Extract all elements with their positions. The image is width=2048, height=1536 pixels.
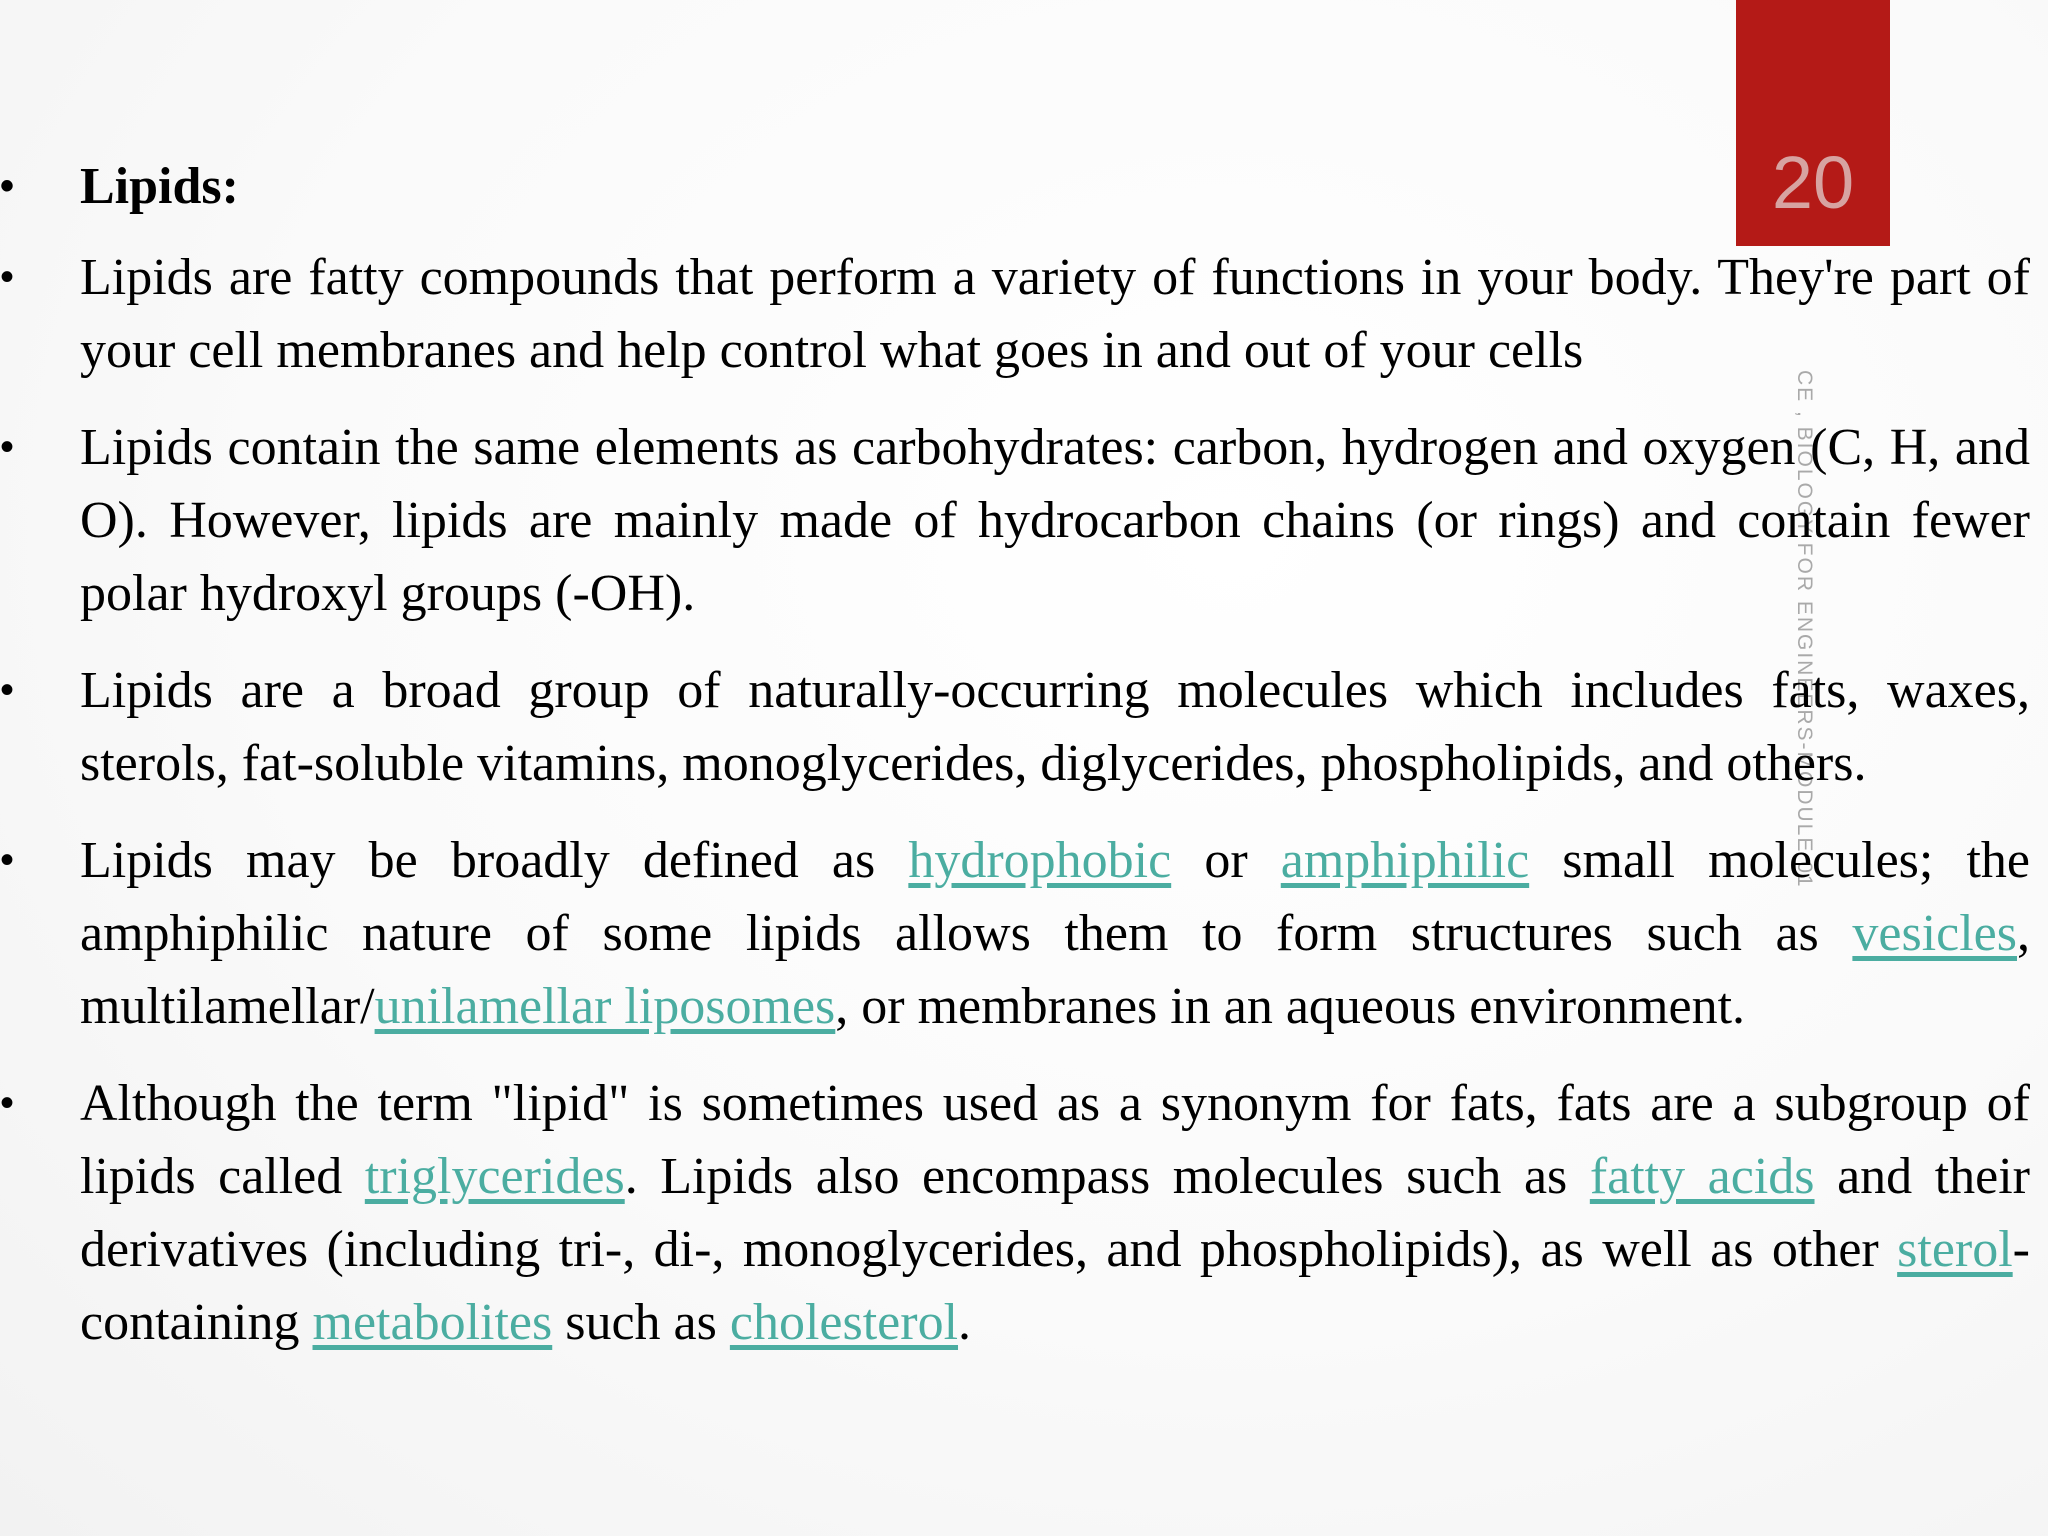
bullet-item [0,1067,2030,1359]
bullet-list [0,150,2030,1383]
bullet-text: , multilamellar/ [80,905,2030,1035]
link-unilamellar-liposomes[interactable]: unilamellar liposomes [374,978,836,1035]
bullet-icon: • [0,838,15,882]
bullet-icon: • [0,668,15,712]
bullet-text: -containing [80,1221,2030,1351]
bullet-icon: • [0,255,15,299]
bullet-text: Lipids are fatty compounds that perform a variety of functions in your body. They're part of your cell membranes and help control what goes in and out of your cells [80,249,2030,379]
link-cholesterol[interactable]: cholesterol [729,1294,959,1351]
bullet-text: . Lipids also encompass molecules such as [624,1148,1590,1205]
bullet-text: or [1171,832,1281,889]
vertical-course-label: CE , BIOLOGY FOR ENGINEERS-MODULE 01 [1793,370,1816,889]
bullet-text: such as [552,1294,730,1351]
page-number: 20 [1771,141,1855,224]
bullet-heading [0,150,2030,223]
bullet-text: Lipids are a broad group of naturally-occurring molecules which includes fats, waxes, sterols, fat-soluble vitamins, monoglycerides, diglycerides, phospholipids, and others. [80,662,2030,792]
link-fatty-acids[interactable]: fatty acids [1589,1148,1815,1205]
bullet-icon: • [0,164,15,208]
bullet-item [0,654,2030,800]
bullet-item [0,411,2030,630]
bullet-text: Lipids may be broadly defined as [80,832,909,889]
bullet-text: and their derivatives (including tri-, di-, monoglycerides, and phospholipids), as well as other [80,1148,2030,1278]
bullet-text: . [958,1294,972,1351]
bullet-item [0,824,2030,1043]
bullet-item [0,241,2030,387]
link-vesicles[interactable]: vesicles [1852,905,2017,962]
bullet-icon: • [0,425,15,469]
bullet-icon: • [0,1081,15,1125]
link-metabolites[interactable]: metabolites [312,1294,553,1351]
link-hydrophobic[interactable]: hydrophobic [908,832,1172,889]
bullet-text: small molecules; the amphiphilic nature of some lipids allows them to form structures such as [80,832,2030,962]
bullet-text: , or membranes in an aqueous environment. [835,978,1746,1035]
bullet-text: Lipids contain the same elements as carbohydrates: carbon, hydrogen and oxygen (C, H, and O). However, lipids are mainly made of hydrocarbon chains (or rings) and contain fewer polar hydroxyl groups (-OH). [80,419,2030,622]
link-triglycerides[interactable]: triglycerides [364,1148,625,1205]
link-amphiphilic[interactable]: amphiphilic [1280,832,1530,889]
link-sterol[interactable]: sterol [1897,1221,2013,1278]
heading-text: Lipids: [80,158,239,215]
bullet-text: Although the term "lipid" is sometimes used as a synonym for fats, fats are a subgroup of lipids called [80,1075,2030,1205]
